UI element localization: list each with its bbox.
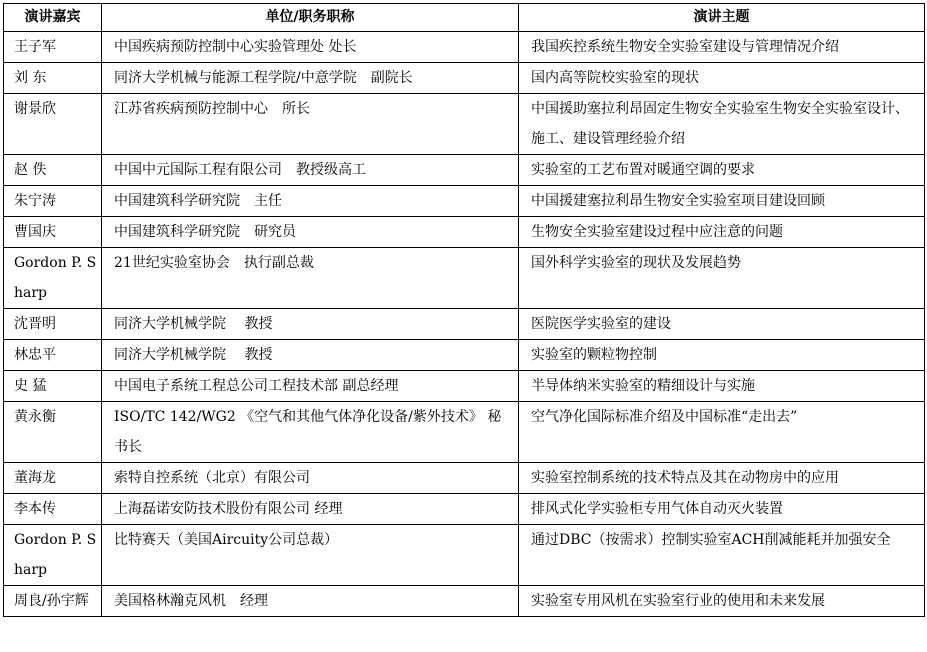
speaker-unit: 同济大学机械学院 教授 bbox=[102, 340, 519, 371]
table-row bbox=[4, 63, 925, 94]
speaker-name: 周良/孙宇辉 bbox=[4, 586, 102, 617]
speaker-unit: 21世纪实验室协会 执行副总裁 bbox=[102, 248, 519, 309]
speaker-name: 沈晋明 bbox=[4, 309, 102, 340]
speaker-topic: 实验室控制系统的技术特点及其在动物房中的应用 bbox=[519, 463, 925, 494]
speaker-name: 曹国庆 bbox=[4, 217, 102, 248]
table-row bbox=[4, 186, 925, 217]
speaker-unit: 同济大学机械学院 教授 bbox=[102, 309, 519, 340]
speaker-unit: 索特自控系统（北京）有限公司 bbox=[102, 463, 519, 494]
speaker-unit: 江苏省疾病预防控制中心 所长 bbox=[102, 94, 519, 155]
speaker-unit: 中国中元国际工程有限公司 教授级高工 bbox=[102, 155, 519, 186]
header-speaker: 演讲嘉宾 bbox=[4, 4, 102, 32]
speaker-topic: 实验室专用风机在实验室行业的使用和未来发展 bbox=[519, 586, 925, 617]
header-unit-title: 单位/职务职称 bbox=[102, 4, 519, 32]
table-row bbox=[4, 463, 925, 494]
speaker-topic: 中国援助塞拉利昂固定生物安全实验室生物安全实验室设计、施工、建设管理经验介绍 bbox=[519, 94, 925, 155]
speaker-topic: 中国援建塞拉利昂生物安全实验室项目建设回顾 bbox=[519, 186, 925, 217]
speaker-topic: 我国疾控系统生物安全实验室建设与管理情况介绍 bbox=[519, 32, 925, 63]
speaker-name: 黄永衡 bbox=[4, 402, 102, 463]
table-row bbox=[4, 32, 925, 63]
table-row bbox=[4, 217, 925, 248]
speaker-name: Gordon P. Sharp bbox=[4, 525, 102, 586]
speaker-unit: 中国建筑科学研究院 主任 bbox=[102, 186, 519, 217]
header-topic: 演讲主题 bbox=[519, 4, 925, 32]
speaker-name: 朱宁涛 bbox=[4, 186, 102, 217]
speaker-topic: 半导体纳米实验室的精细设计与实施 bbox=[519, 371, 925, 402]
table-row bbox=[4, 340, 925, 371]
speaker-unit: 中国电子系统工程总公司工程技术部 副总经理 bbox=[102, 371, 519, 402]
speaker-topic: 通过DBC（按需求）控制实验室ACH削减能耗并加强安全 bbox=[519, 525, 925, 586]
speaker-topic: 医院医学实验室的建设 bbox=[519, 309, 925, 340]
table-row bbox=[4, 371, 925, 402]
speaker-name: 李本传 bbox=[4, 494, 102, 525]
table-row bbox=[4, 525, 925, 586]
table-row bbox=[4, 309, 925, 340]
speaker-topic: 国内高等院校实验室的现状 bbox=[519, 63, 925, 94]
speaker-topic: 实验室的工艺布置对暖通空调的要求 bbox=[519, 155, 925, 186]
speaker-unit: 比特赛天（美国Aircuity公司总裁） bbox=[102, 525, 519, 586]
speaker-topic: 空气净化国际标准介绍及中国标准“走出去” bbox=[519, 402, 925, 463]
speaker-name: 赵 佚 bbox=[4, 155, 102, 186]
speaker-unit: 上海磊诺安防技术股份有限公司 经理 bbox=[102, 494, 519, 525]
speaker-name: Gordon P. Sharp bbox=[4, 248, 102, 309]
table-row bbox=[4, 494, 925, 525]
speaker-name: 林忠平 bbox=[4, 340, 102, 371]
speaker-name: 刘 东 bbox=[4, 63, 102, 94]
table-row bbox=[4, 94, 925, 155]
speaker-topic: 排风式化学实验柜专用气体自动灭火装置 bbox=[519, 494, 925, 525]
speaker-topic: 国外科学实验室的现状及发展趋势 bbox=[519, 248, 925, 309]
speaker-name: 史 猛 bbox=[4, 371, 102, 402]
table-row bbox=[4, 248, 925, 309]
speaker-name: 董海龙 bbox=[4, 463, 102, 494]
table-row bbox=[4, 586, 925, 617]
speaker-unit: 同济大学机械与能源工程学院/中意学院 副院长 bbox=[102, 63, 519, 94]
speaker-unit: 中国建筑科学研究院 研究员 bbox=[102, 217, 519, 248]
table-row bbox=[4, 402, 925, 463]
speaker-unit: 美国格林瀚克风机 经理 bbox=[102, 586, 519, 617]
speaker-unit: ISO/TC 142/WG2 《空气和其他气体净化设备/紫外技术》 秘书长 bbox=[102, 402, 519, 463]
speaker-unit: 中国疾病预防控制中心实验管理处 处长 bbox=[102, 32, 519, 63]
speaker-table bbox=[3, 3, 925, 617]
speaker-name: 王子军 bbox=[4, 32, 102, 63]
speaker-name: 谢景欣 bbox=[4, 94, 102, 155]
table-row bbox=[4, 155, 925, 186]
speaker-topic: 实验室的颗粒物控制 bbox=[519, 340, 925, 371]
table-header-row bbox=[4, 4, 925, 32]
speaker-topic: 生物安全实验室建设过程中应注意的问题 bbox=[519, 217, 925, 248]
